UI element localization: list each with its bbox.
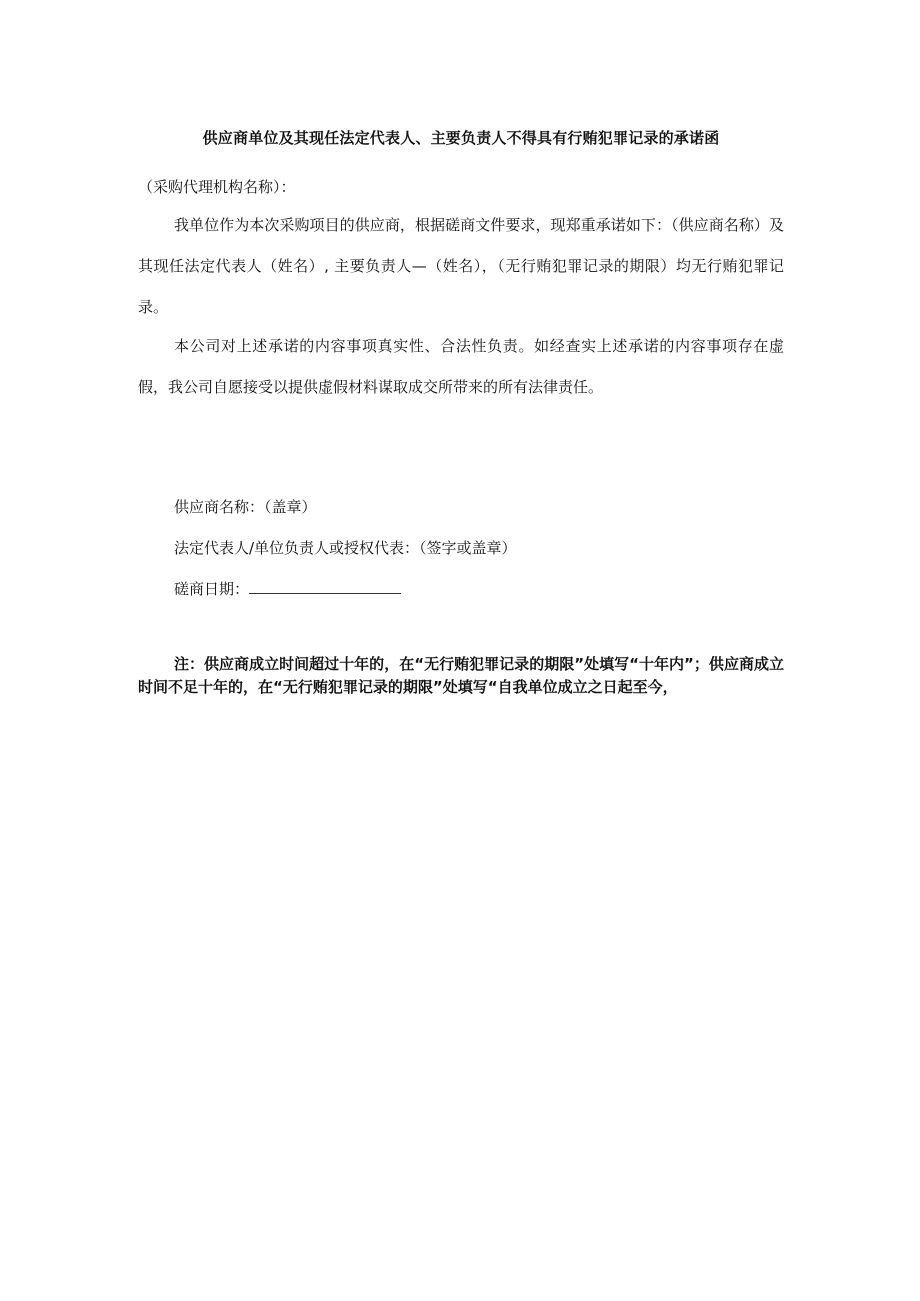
- date-blank-line: [249, 579, 401, 594]
- commitment-paragraph: 我单位作为本次采购项目的供应商，根据磋商文件要求，现郑重承诺如下：（供应商名称）及其现任法定代表人（姓名）, 主要负责人—（姓名），（无行贿犯罪记录的期限）均无行贿犯罪记录。: [138, 216, 784, 316]
- date-label: 磋商日期：: [174, 580, 250, 598]
- date-field: [174, 578, 401, 599]
- responsibility-paragraph: 本公司对上述承诺的内容事项真实性、合法性负责。如经查实上述承诺的内容事项存在虚假，我公司自愿接受以提供虚假材料谋取成交所带来的所有法律责任。: [138, 337, 784, 396]
- note-paragraph: 注：供应商成立时间超过十年的，在“无行贿犯罪记录的期限”处填写“十年内”；供应商成立时间不足十年的，在“无行贿犯罪记录的期限”处填写“自我单位成立之日起至今，: [138, 655, 784, 696]
- supplier-name-signature: 供应商名称：（盖章）: [174, 498, 317, 516]
- addressee-line: （采购代理机构名称）：: [138, 178, 296, 196]
- document-title: 供应商单位及其现任法定代表人、主要负责人不得具有行贿犯罪记录的承诺函: [202, 129, 720, 147]
- representative-signature: 法定代表人/单位负责人或授权代表：（签字或盖章）: [174, 539, 517, 557]
